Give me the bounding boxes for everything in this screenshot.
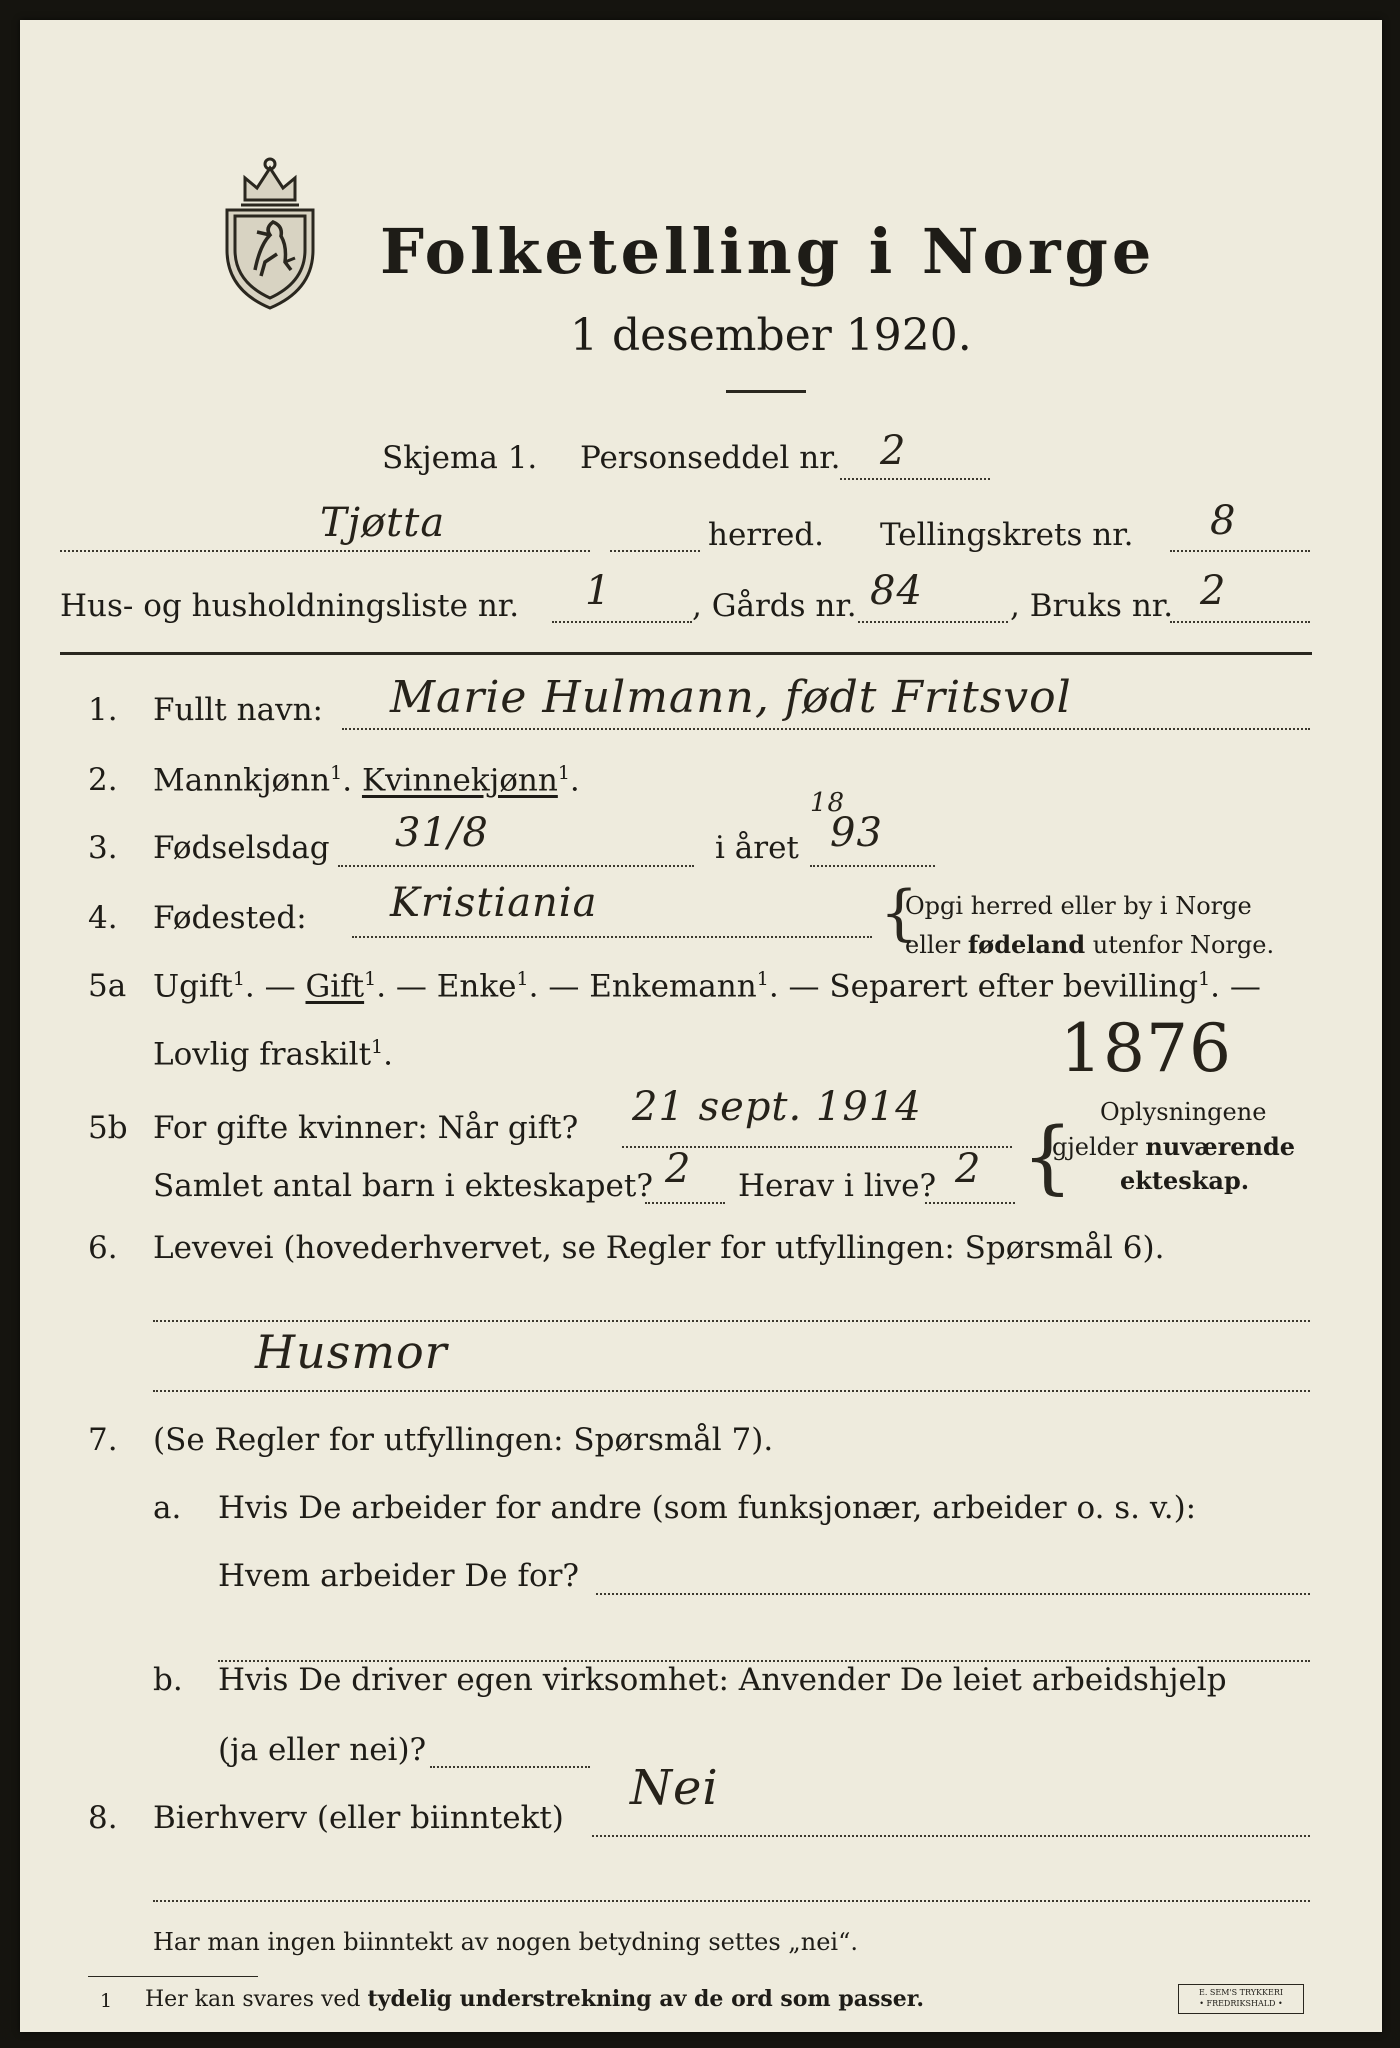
tellingskrets-label: Tellingskrets nr.: [880, 517, 1134, 553]
q7b-help-field[interactable]: [430, 1766, 590, 1768]
q5b-note-1: Oplysningene: [1100, 1098, 1267, 1126]
q7-label: (Se Regler for utfyllingen: Spørsmål 7).: [153, 1422, 774, 1458]
q2-options: Mannkjønn$^1$. Kvinnekjønn$^1$.: [153, 762, 580, 799]
q7a-text: Hvis De arbeider for andre (som funksjonær, arbeider o. s. v.):: [218, 1490, 1197, 1526]
q5b-number: 5b: [88, 1110, 128, 1146]
q7b-help-label: (ja eller nei)?: [218, 1732, 427, 1768]
printer-stamp: E. SEM'S TRYKKERI • FREDRIKSHALD •: [1178, 1984, 1304, 2014]
skjema-label: Skjema 1.: [382, 440, 538, 476]
q7a-number: a.: [153, 1490, 182, 1526]
personseddel-label: Personseddel nr.: [580, 440, 841, 476]
form-title: Folketelling i Norge: [380, 215, 1156, 288]
husliste-label: Hus- og husholdningsliste nr.: [60, 588, 520, 624]
personseddel-value[interactable]: 2: [880, 428, 907, 474]
q5b-alive-value[interactable]: 2: [955, 1146, 982, 1192]
title-divider: [726, 390, 806, 393]
gards-label: , Gårds nr.: [692, 588, 857, 624]
census-form: Folketelling i Norge 1 desember 1920. Skjema 1. Personseddel nr. 2 Tjøtta herred. Tellingskrets nr. 8 Hus- og husholdningsliste nr. 1 , Gårds nr. 84 , Bruks nr. 2 1. Fullt navn: Marie Hulmann, født Fritsvol 2. Mannkjønn$^1$. Kvinnekjønn$^1$. 3. Fødselsdag 31/8 i året 18 93 4. Fødested: Kristiania { Opgi herred eller by i Norge eller fødeland utenfor Norge. 5a Ugift$^1$. — Gift$^1$. — Enke$^1$. — Enkemann$^1$. — Separert efter bevilling$^1$. — Lovlig fraskilt$^1$. 1876 5b For gifte kvinner: Når gift? 21 sept. 1914 Samlet antal barn i ekteskapet? 2 Herav i live? 2 { Oplysningene gjelder nuværende ekteskap. 6. Levevei (hovederhvervet, se Regler for utfyllingen: Spørsmål 6). Husmor 7. (Se Regler for utfyllingen: Spørsmål 7). a. Hvis De arbeider for andre (som funksjonær, arbeider o. s. v.): Hvem arbeider De for? b. Hvis De driver egen virksomhet: Anvender De leiet arbeidshjelp (ja eller nei)? 8. Bierhverv (eller biinntekt) Nei Har man ingen biinntekt av nogen betydning settes „nei“. 1 Her kan svares ved tydelig understrekning av de ord som passer. E. SEM'S TRYKKERI • FREDRIKSHALD •: [20, 20, 1382, 2032]
footnote-number: 1: [100, 1990, 113, 2012]
q5b-married-date-value[interactable]: 21 sept. 1914: [632, 1084, 922, 1130]
footnote-text: Her kan svares ved tydelig understrekning av de ord som passer.: [145, 1986, 925, 2012]
q4-note-2: eller fødeland utenfor Norge.: [905, 930, 1275, 959]
q5b-label: For gifte kvinner: Når gift?: [153, 1110, 579, 1146]
q7b-number: b.: [153, 1662, 183, 1698]
q6-number: 6.: [88, 1230, 118, 1266]
q4-number: 4.: [88, 900, 118, 936]
q5a-options-2: Lovlig fraskilt$^1$.: [153, 1036, 393, 1073]
q7b-text: Hvis De driver egen virksomhet: Anvender De leiet arbeidshjelp: [218, 1662, 1227, 1698]
q5a-margin-note: 1876: [1060, 1010, 1232, 1087]
gards-value[interactable]: 84: [870, 568, 923, 614]
q5a-ugift-option[interactable]: Ugift: [153, 968, 233, 1005]
q4-label: Fødested:: [153, 900, 307, 936]
q5a-gift-option[interactable]: Gift: [305, 968, 365, 1005]
q2-female-option[interactable]: Kvinnekjønn: [361, 762, 558, 799]
herred-value[interactable]: Tjøtta: [320, 500, 446, 546]
q1-label: Fullt navn:: [153, 692, 323, 728]
q2-number: 2.: [88, 762, 118, 798]
q5a-fraskilt-option[interactable]: Lovlig fraskilt: [153, 1036, 372, 1073]
q5b-note-3: ekteskap.: [1120, 1166, 1250, 1195]
q5b-note-2: gjelder nuværende: [1052, 1132, 1296, 1161]
q3-year-label: i året: [715, 830, 799, 866]
q5a-options: Ugift$^1$. — Gift$^1$. — Enke$^1$. — Enkemann$^1$. — Separert efter bevilling$^1$. —: [153, 968, 1261, 1005]
q5b-alive-label: Herav i live?: [738, 1168, 937, 1204]
q5a-enke-option[interactable]: Enke: [436, 968, 517, 1005]
header-rule: [60, 652, 1312, 655]
q3-year-value[interactable]: 93: [830, 810, 883, 856]
q3-label: Fødselsdag: [153, 830, 330, 866]
q5a-number: 5a: [88, 968, 127, 1004]
bruks-value[interactable]: 2: [1200, 568, 1227, 614]
q1-full-name-value[interactable]: Marie Hulmann, født Fritsvol: [390, 672, 1072, 723]
q4-birthplace-value[interactable]: Kristiania: [390, 880, 598, 926]
q2-male-option[interactable]: Mannkjønn: [153, 762, 331, 799]
q7a-employer-field[interactable]: [596, 1593, 1310, 1595]
q5b-children-label: Samlet antal barn i ekteskapet?: [153, 1168, 653, 1204]
q8-number: 8.: [88, 1800, 118, 1836]
husliste-value[interactable]: 1: [585, 568, 612, 614]
q3-birthday-value[interactable]: 31/8: [395, 810, 489, 856]
q5a-separert-option[interactable]: Separert efter bevilling: [829, 968, 1199, 1005]
q4-note-1: Opgi herred eller by i Norge: [905, 892, 1252, 920]
q8-label: Bierhverv (eller biinntekt): [153, 1800, 564, 1836]
q6-occupation-value[interactable]: Husmor: [255, 1325, 448, 1379]
herred-label: herred.: [708, 517, 824, 553]
norwegian-lion-crest-icon: [215, 150, 325, 310]
q5b-children-value[interactable]: 2: [665, 1146, 692, 1192]
q7a-employer-label: Hvem arbeider De for?: [218, 1558, 580, 1594]
q7-number: 7.: [88, 1422, 118, 1458]
q5a-enkemann-option[interactable]: Enkemann: [589, 968, 757, 1005]
q8-side-income-value[interactable]: Nei: [630, 1760, 719, 1816]
tellingskrets-value[interactable]: 8: [1210, 498, 1237, 544]
q1-number: 1.: [88, 692, 118, 728]
q3-year-prefix: 18: [810, 788, 846, 818]
nei-note: Har man ingen biinntekt av nogen betydning settes „nei“.: [153, 1928, 858, 1956]
form-subtitle: 1 desember 1920.: [570, 310, 972, 361]
q3-number: 3.: [88, 830, 118, 866]
bruks-label: , Bruks nr.: [1010, 588, 1174, 624]
q6-label: Levevei (hovederhvervet, se Regler for utfyllingen: Spørsmål 6).: [153, 1230, 1165, 1266]
